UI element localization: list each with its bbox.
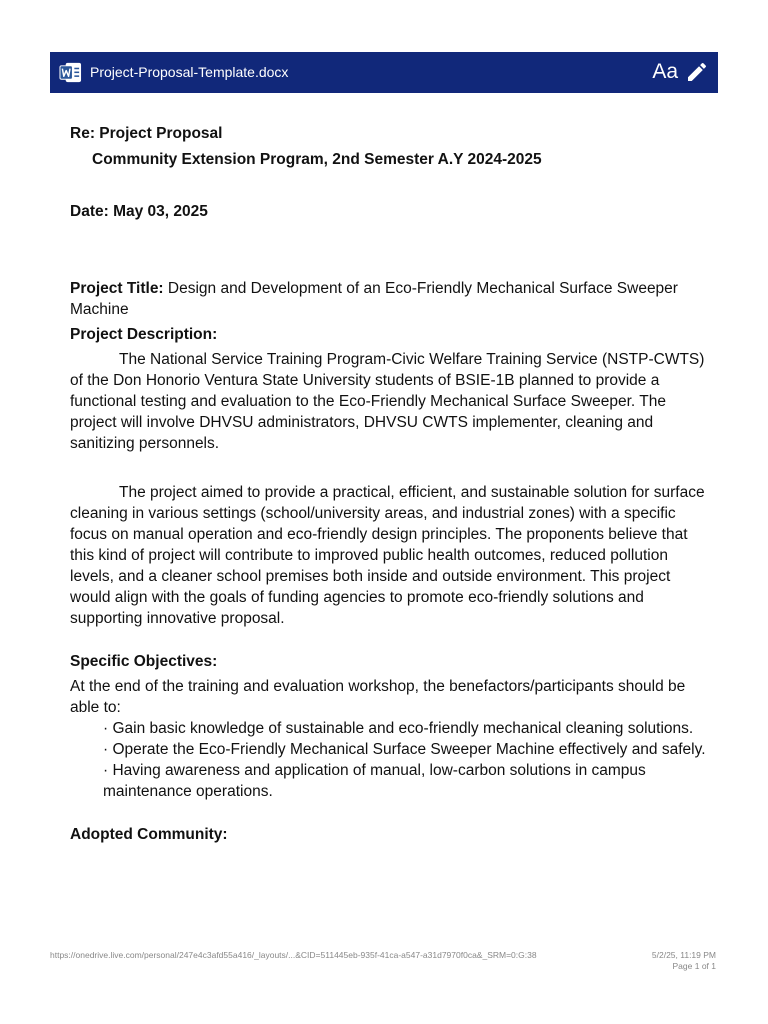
re-line: Re: Project Proposal [70, 125, 223, 142]
objectives-intro: At the end of the training and evaluation workshop, the benefactors/participants should be able to: [70, 678, 686, 716]
project-title [70, 278, 710, 320]
description-paragraph-1: The National Service Training Program-Civic Welfare Training Service (NSTP-CWTS) of the Don Honorio Ventura State University students of BSIE-1B planned to provide a functional testing and evaluation to the Eco-Friendly Mechanical Surface Sweeper. The project will involve DHVSU administrators, DHVSU CWTS implementer, cleaning and sanitizing personnels. [70, 351, 705, 452]
font-settings-button[interactable]: Aa [652, 60, 678, 83]
program-line: Community Extension Program, 2nd Semester A.Y 2024-2025 [92, 151, 542, 168]
description-heading: Project Description: [70, 326, 218, 343]
footer-url: https://onedrive.live.com/personal/247e4c3afd55a416/_layouts/...&CID=511445eb-935f-41ca-a547-a31d7970f0ca&_SRM=0:G:38 [50, 950, 537, 960]
objectives-list [70, 718, 710, 802]
footer-info [652, 950, 716, 972]
date-line: Date: May 03, 2025 [70, 203, 208, 220]
page-number: Page 1 of 1 [672, 961, 716, 971]
print-datetime: 5/2/25, 11:19 PM [651, 950, 716, 960]
document-title-bar [50, 52, 718, 93]
file-name: Project-Proposal-Template.docx [90, 64, 289, 80]
list-item: · Having awareness and application of manual, low-carbon solutions in campus maintenance operations. [103, 762, 646, 800]
word-icon [59, 61, 82, 84]
project-title-label: Project Title: [70, 280, 164, 297]
description-paragraph-2: The project aimed to provide a practical, efficient, and sustainable solution for surface cleaning in various settings (school/university areas, and industrial zones) with a specific focus on manual operation and eco-friendly design principles. The proponents believe that this kind of project will contribute to improved public health outcomes, reduced pollution levels, and a cleaner school premises both inside and outside environment. This project would align with the goals of funding agencies to promote eco-friendly solutions and supporting innovative proposal. [70, 484, 705, 627]
document-body [70, 123, 710, 845]
community-heading: Adopted Community: [70, 826, 228, 843]
pencil-icon[interactable] [685, 60, 709, 84]
objectives-heading: Specific Objectives: [70, 653, 218, 670]
list-item: · Gain basic knowledge of sustainable and eco-friendly mechanical cleaning solutions. [103, 720, 694, 737]
list-item: · Operate the Eco-Friendly Mechanical Surface Sweeper Machine effectively and safely. [103, 741, 706, 758]
project-title-value: Design and Development of an Eco-Friendly Mechanical Surface Sweeper Machine [70, 280, 678, 318]
